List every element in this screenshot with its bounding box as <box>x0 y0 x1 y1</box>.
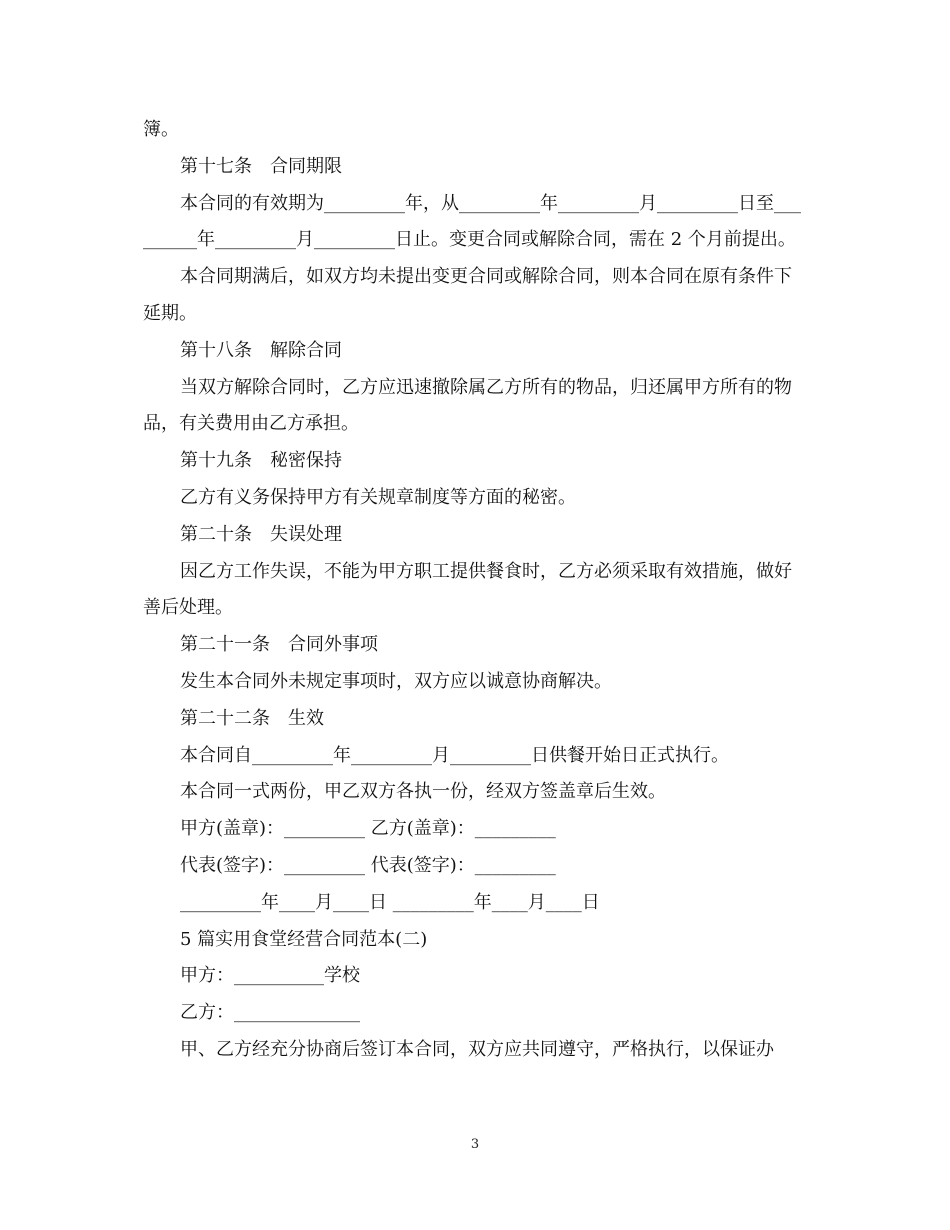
paragraph: 第二十二条 生效 <box>180 707 324 729</box>
paragraph: 代表(签字)：_________ 代表(签字)：_________ <box>180 854 556 876</box>
paragraph: 第二十条 失误处理 <box>180 523 342 545</box>
paragraph: 甲、乙方经充分协商后签订本合同，双方应共同遵守，严格执行，以保证办 <box>180 1038 774 1060</box>
paragraph: 甲方(盖章)：_________ 乙方(盖章)：_________ <box>180 818 556 840</box>
paragraph: 第二十一条 合同外事项 <box>180 634 378 656</box>
paragraph: 甲方：__________学校 <box>180 965 360 987</box>
paragraph: 乙方：______________ <box>180 1002 360 1024</box>
paragraph: _________年____月____日 _________年____月____日 <box>180 891 600 913</box>
paragraph: 本合同期满后，如双方均未提出变更合同或解除合同，则本合同在原有条件下延期。 <box>143 266 792 324</box>
paragraph: 本合同自_________年_________月_________日供餐开始日正式执行。 <box>180 744 729 766</box>
paragraph: 第十九条 秘密保持 <box>180 450 342 472</box>
paragraph: 本合同的有效期为_________年，从_________年_________月_________日至_________年_________月_________日止。变更合同或解除合同，需在 2 个月前提出。 <box>143 192 801 251</box>
paragraph: 当双方解除合同时，乙方应迅速撤除属乙方所有的物品，归还属甲方所有的物品，有关费用由乙方承担。 <box>143 376 792 435</box>
paragraph: 发生本合同外未规定事项时，双方应以诚意协商解决。 <box>180 670 612 692</box>
document-body <box>143 112 807 1069</box>
paragraph: 第十八条 解除合同 <box>180 339 342 361</box>
paragraph: 5 篇实用食堂经营合同范本(二) <box>180 928 428 950</box>
paragraph: 乙方有义务保持甲方有关规章制度等方面的秘密。 <box>180 486 576 508</box>
paragraph: 簿。 <box>143 119 179 140</box>
paragraph: 因乙方工作失误，不能为甲方职工提供餐食时，乙方必须采取有效措施，做好善后处理。 <box>143 560 792 619</box>
paragraph: 本合同一式两份，甲乙双方各执一份，经双方签盖章后生效。 <box>180 781 666 803</box>
page-number: 3 <box>470 1137 480 1152</box>
paragraph: 第十七条 合同期限 <box>180 155 342 177</box>
